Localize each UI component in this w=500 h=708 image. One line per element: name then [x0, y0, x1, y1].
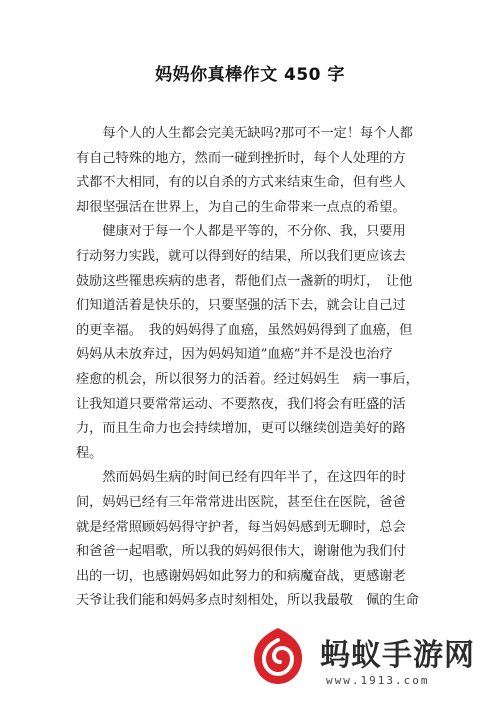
body-line: 行动努力实践，就可以得到好的结果，所以我们更应该去 — [76, 248, 406, 264]
body-line: 和爸爸一起唱歌，所以我的妈妈很伟大，谢谢他为我们付 — [76, 544, 406, 560]
body-line: 天爷让我们能和妈妈多点时刻相处，所以我最敬 佩的生命 — [76, 593, 419, 609]
body-line: 们知道活着是快乐的，只要坚强的活下去，就会让自己过 — [76, 298, 406, 314]
body-line: 间，妈妈已经有三年常常进出医院，甚至住在医院，爸爸 — [76, 494, 406, 510]
document-title: 妈妈你真棒作文 450 字 — [155, 65, 345, 85]
body-line: 却很坚强活在世界上，为自己的生命带来一点点的希望。 — [76, 199, 406, 215]
body-line: 有自己特殊的地方，然而一碰到挫折时，每个人处理的方 — [76, 150, 406, 166]
body-line: 然而妈妈生病的时间已经有四年半了，在这四年的时 — [76, 470, 406, 486]
body-line: 让我知道只要常常运动、不要熬夜，我们将会有旺盛的活 — [76, 396, 406, 412]
watermark-url: www.1913.com — [326, 674, 430, 687]
body-line: 就是经常照顾妈妈得守护者，每当妈妈感到无聊时，总会 — [76, 519, 406, 535]
body-line: 力，而且生命力也会持续增加，更可以继续创造美好的路 — [76, 421, 406, 437]
body-line: 健康对于每一个人都是平等的，不分你、我，只要用 — [76, 224, 406, 240]
watermark-name: 蚂蚁手游网 — [320, 638, 475, 673]
body-line: 出的一切，也感谢妈妈如此努力的和病魔奋战，更感谢老 — [76, 568, 406, 584]
body-line: 鼓励这些罹患疾病的患者，帮他们点一盏新的明灯， 让他 — [76, 273, 413, 289]
watermark — [236, 616, 500, 708]
body-line: 程。 — [76, 445, 103, 461]
document-body — [76, 122, 436, 614]
body-line: 妈妈从未放弃过，因为妈妈知道”血癌”并不是没也治疗 — [76, 347, 393, 363]
body-line: 每个人的人生都会完美无缺吗?那可不一定！每个人都 — [76, 126, 413, 141]
body-line: 的更幸福。 我的妈妈得了血癌，虽然妈妈得到了血癌，但 — [76, 322, 413, 338]
body-line: 式都不大相同，有的以自杀的方式来结束生命，但有些人 — [76, 175, 406, 191]
body-line: 痊愈的机会，所以很努力的活着。经过妈妈生 病一事后， — [76, 371, 419, 387]
watermark-logo-icon — [246, 624, 310, 688]
